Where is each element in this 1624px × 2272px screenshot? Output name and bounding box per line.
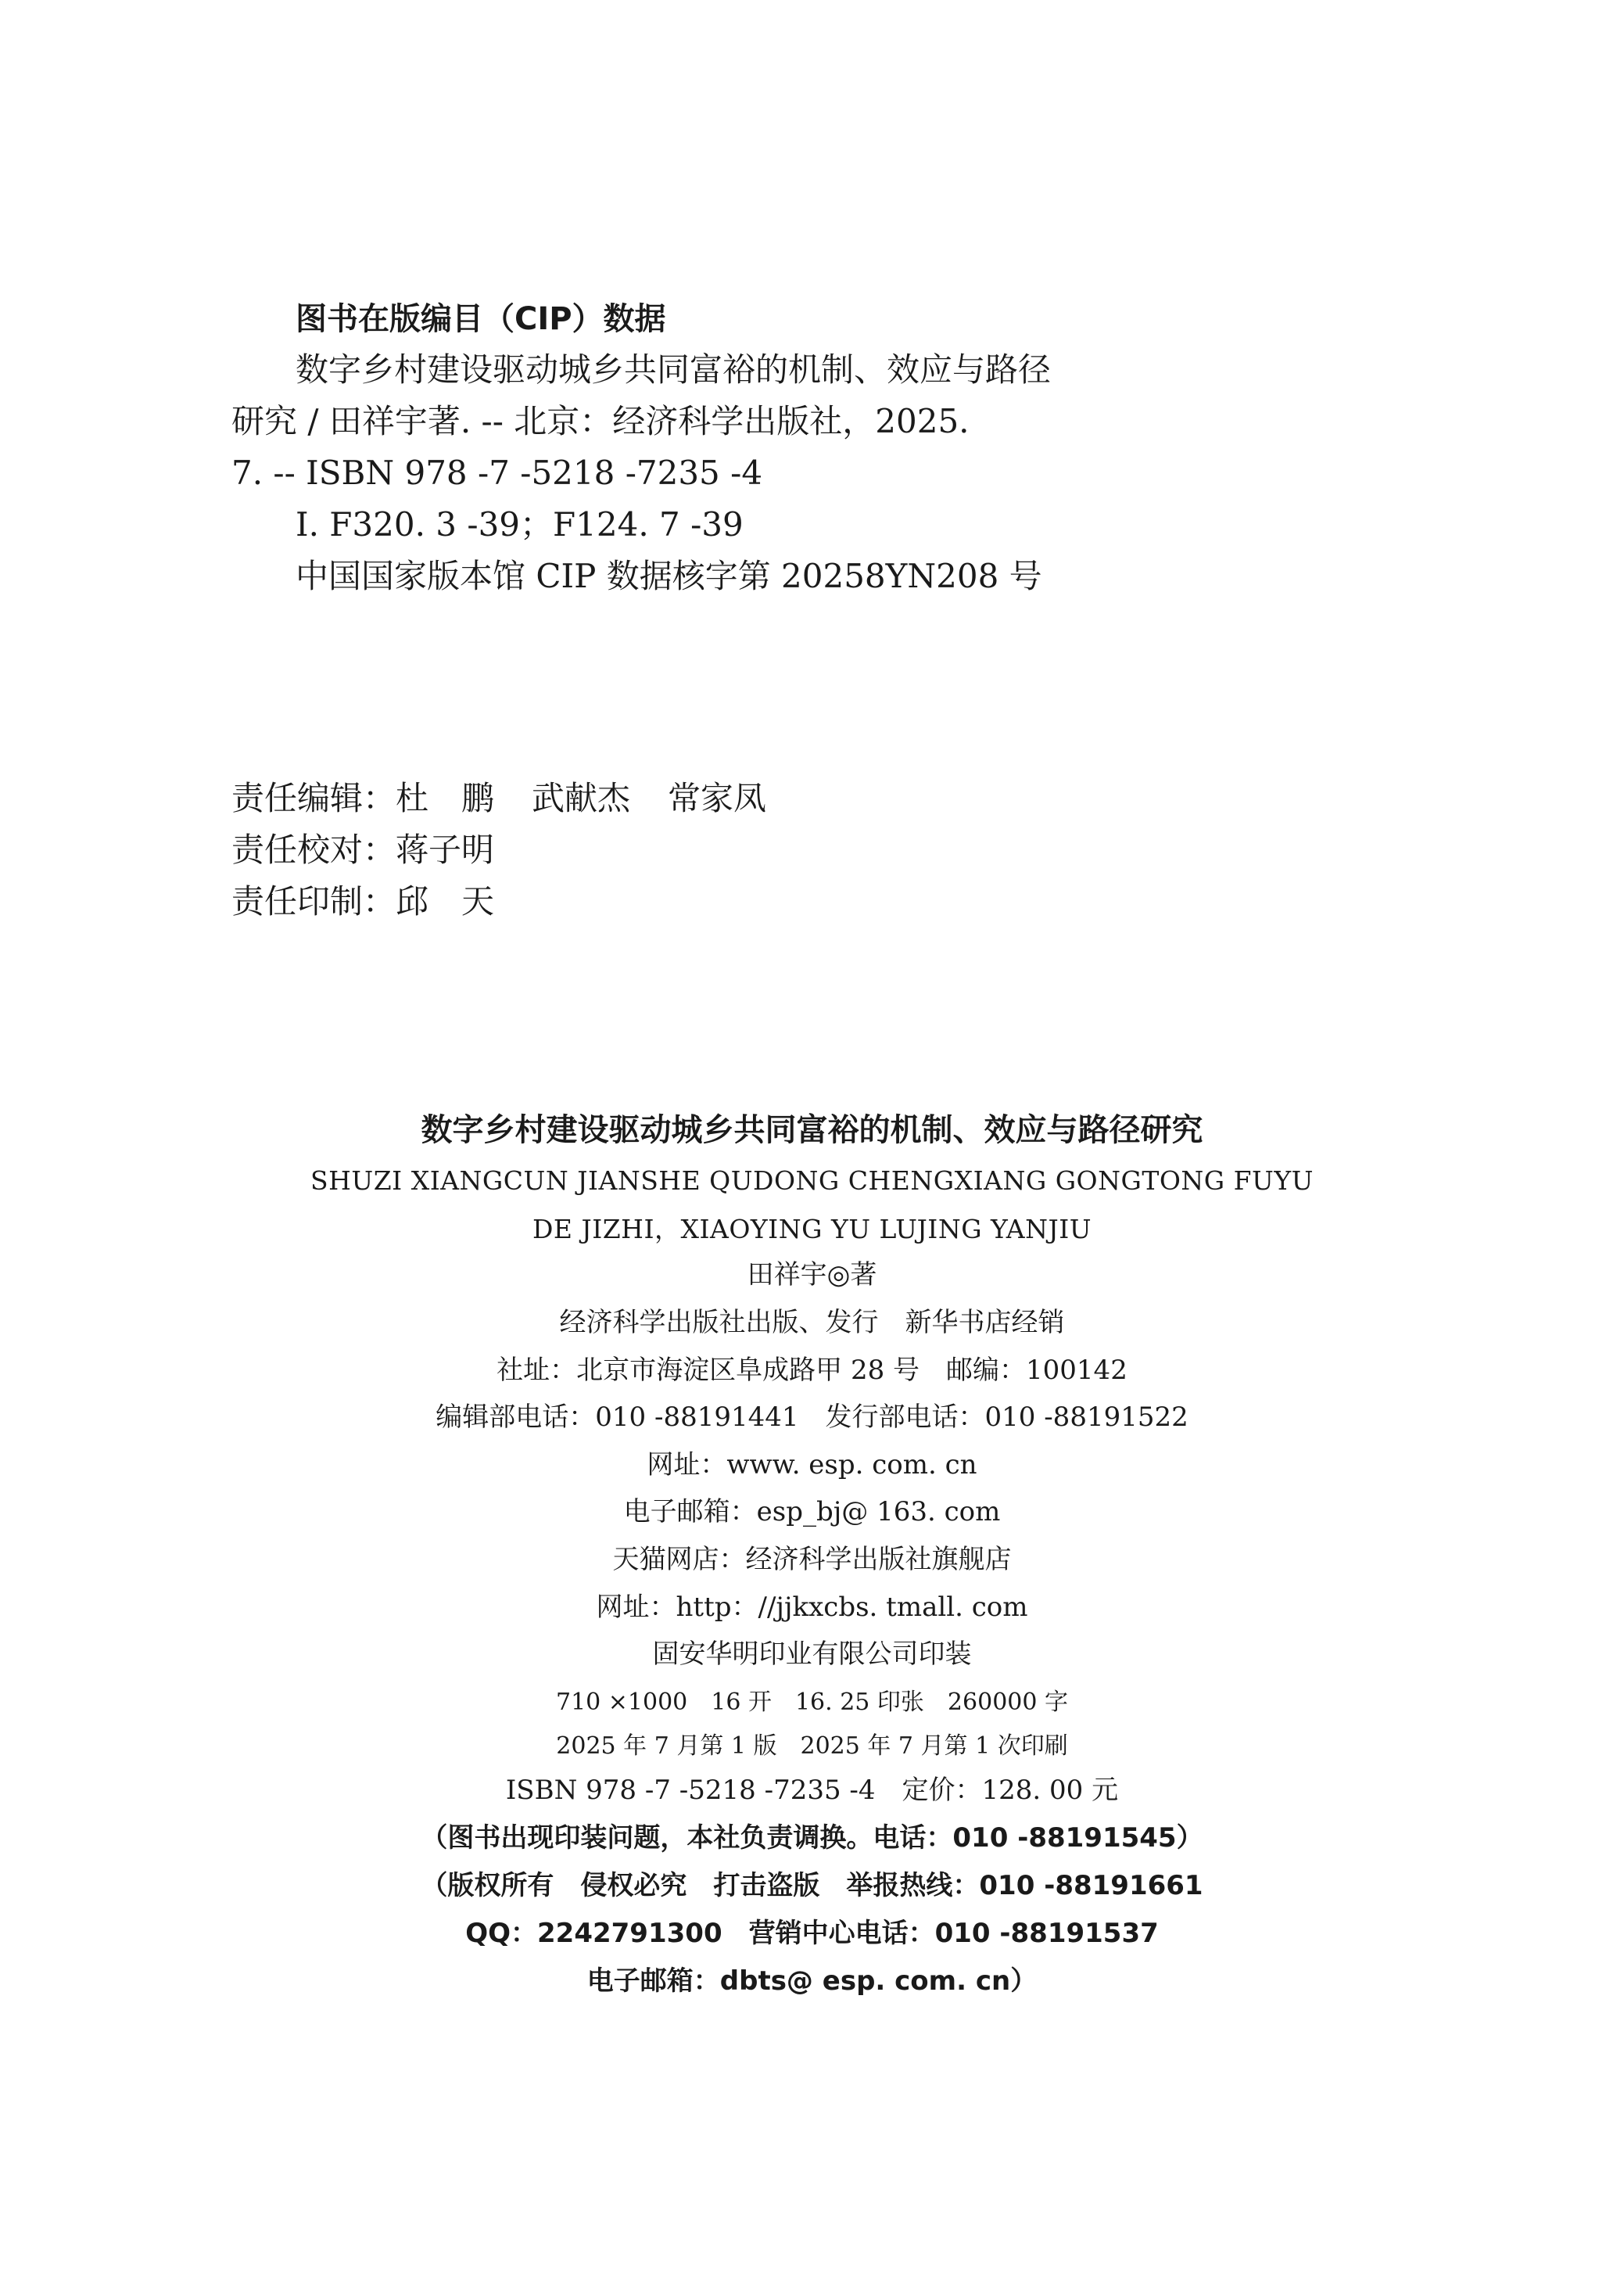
proofreader-name: 蒋子明 xyxy=(396,831,495,869)
cip-line-5: 中国国家版本馆 CIP 数据核字第 20258YN208 号 xyxy=(296,557,1042,595)
cip-line-3: 7. -- ISBN 978 -7 -5218 -7235 -4 xyxy=(231,454,763,492)
tmall-url: 网址：http：//jjkxcbs. tmall. com xyxy=(596,1592,1028,1623)
book-specs: 710 ×1000 16 开 16. 25 印张 260000 字 xyxy=(555,1689,1068,1716)
author: 田祥宇◎著 xyxy=(747,1259,877,1290)
isbn-price: ISBN 978 -7 -5218 -7235 -4 定价：128. 00 元 xyxy=(505,1775,1119,1806)
tmall-store: 天猫网店：经济科学出版社旗舰店 xyxy=(612,1544,1012,1575)
cip-heading: 图书在版编目（CIP）数据 xyxy=(296,301,666,337)
notice-line-3: QQ：2242791300 营销中心电话：010 -88191537 xyxy=(465,1918,1159,1949)
address: 社址：北京市海淀区阜成路甲 28 号 邮编：100142 xyxy=(497,1355,1127,1386)
editor-label: 责任编辑： xyxy=(231,779,396,817)
editor-name: 武献杰 xyxy=(532,779,631,817)
pinyin-title-line-2: DE JIZHI，XIAOYING YU LUJING YANJIU xyxy=(532,1214,1092,1244)
printing-name: 邱 天 xyxy=(396,882,495,921)
phones: 编辑部电话：010 -88191441 发行部电话：010 -88191522 xyxy=(436,1402,1188,1433)
notice-line-2: （版权所有 侵权必究 打击盗版 举报热线：010 -88191661 xyxy=(421,1870,1203,1901)
editor-name: 杜 鹏 xyxy=(396,779,495,817)
publisher: 经济科学出版社出版、发行 新华书店经销 xyxy=(559,1307,1065,1338)
cip-line-2: 研究 / 田祥宇著. -- 北京：经济科学出版社，2025. xyxy=(231,402,970,440)
printing-label: 责任印制： xyxy=(231,882,396,921)
pinyin-title-line-1: SHUZI XIANGCUN JIANSHE QUDONG CHENGXIANG GONGTONG FUYU xyxy=(310,1165,1314,1196)
proofreader-row xyxy=(231,831,495,869)
email: 电子邮箱：esp_bj@ 163. com xyxy=(623,1496,1001,1527)
cip-line-1: 数字乡村建设驱动城乡共同富裕的机制、效应与路径 xyxy=(296,350,1052,389)
notice-line-1: （图书出现印装问题，本社负责调换。电话：010 -88191545） xyxy=(421,1822,1203,1854)
website: 网址：www. esp. com. cn xyxy=(647,1449,977,1481)
cip-line-4: Ⅰ. F320. 3 -39；F124. 7 -39 xyxy=(296,505,744,544)
notice-line-4: 电子邮箱：dbts@ esp. com. cn） xyxy=(586,1965,1038,1997)
printer: 固安华明印业有限公司印装 xyxy=(652,1638,972,1670)
edition-info: 2025 年 7 月第 1 版 2025 年 7 月第 1 次印刷 xyxy=(556,1732,1068,1760)
book-title: 数字乡村建设驱动城乡共同富裕的机制、效应与路径研究 xyxy=(421,1112,1203,1148)
proofreader-label: 责任校对： xyxy=(231,831,396,869)
editor-name: 常家凤 xyxy=(668,779,767,817)
editor-row xyxy=(231,779,804,817)
printing-row xyxy=(231,882,495,921)
